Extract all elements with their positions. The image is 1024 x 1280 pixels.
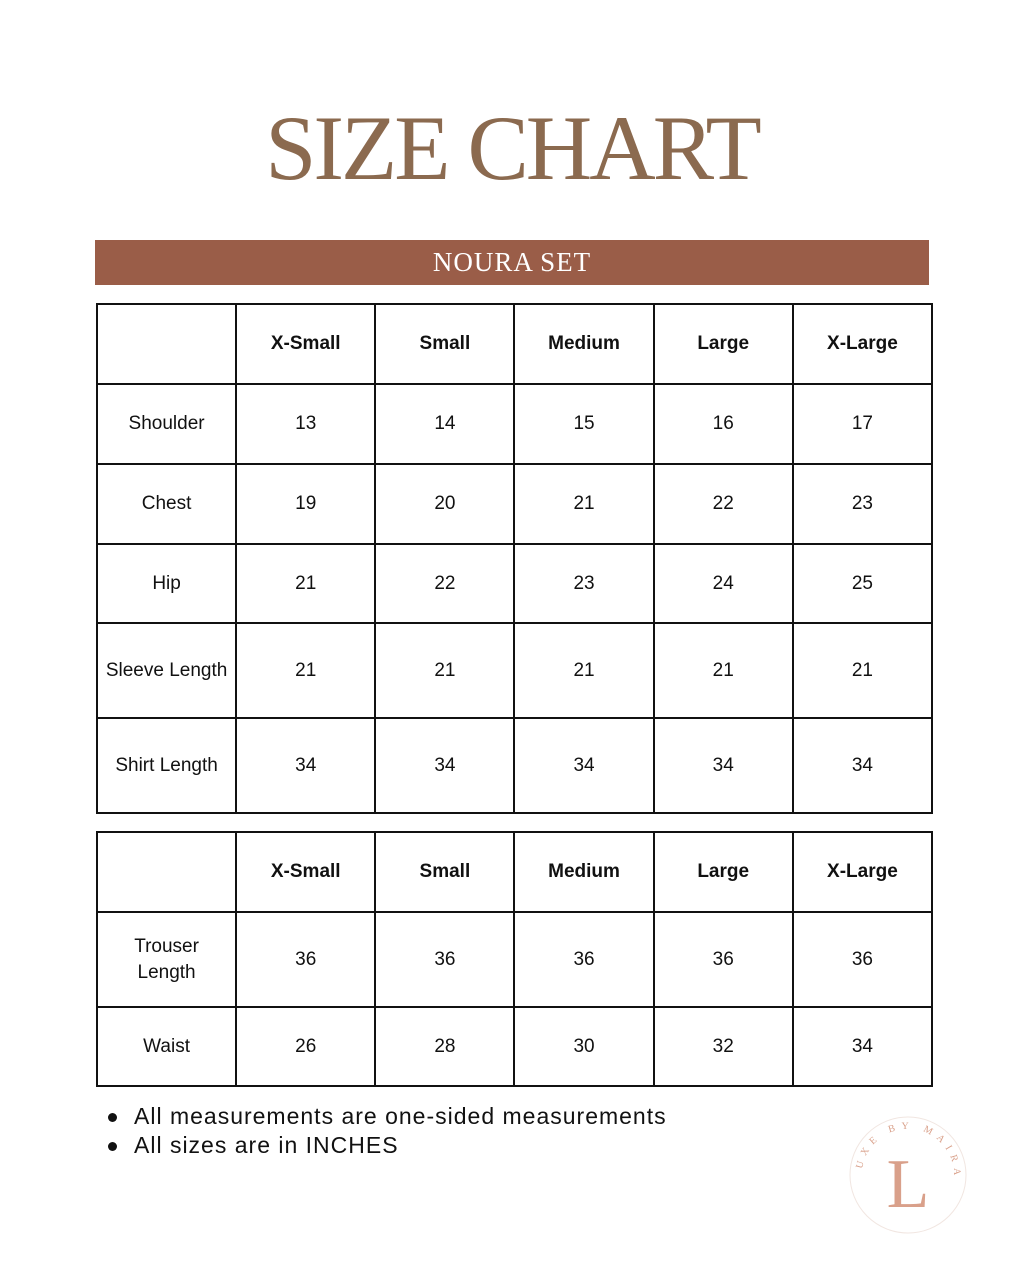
brand-logo xyxy=(848,1115,968,1235)
table-cell: 26 xyxy=(236,1007,375,1086)
table-cell: 21 xyxy=(236,623,375,718)
table-cell: 23 xyxy=(793,464,932,544)
row-label: Waist xyxy=(97,1007,236,1086)
table-cell: 21 xyxy=(514,464,653,544)
table-cell: 34 xyxy=(514,718,653,813)
header-cell: Small xyxy=(375,304,514,384)
note-item: All sizes are in INCHES xyxy=(106,1131,667,1160)
table-cell: 36 xyxy=(236,912,375,1007)
table-row xyxy=(97,912,932,1007)
bottom-size-table xyxy=(96,831,933,1087)
table-row xyxy=(97,384,932,464)
header-cell: Small xyxy=(375,832,514,912)
header-cell: X-Small xyxy=(236,832,375,912)
header-cell: Medium xyxy=(514,832,653,912)
table-cell: 15 xyxy=(514,384,653,464)
brand-logo-icon xyxy=(848,1115,968,1235)
table-cell: 22 xyxy=(654,464,793,544)
row-label: Chest xyxy=(97,464,236,544)
table-header-row xyxy=(97,304,932,384)
table-cell: 14 xyxy=(375,384,514,464)
row-label: Shoulder xyxy=(97,384,236,464)
notes-list xyxy=(106,1102,667,1160)
table-row xyxy=(97,464,932,544)
table-row xyxy=(97,718,932,813)
note-item: All measurements are one-sided measurements xyxy=(106,1102,667,1131)
table-row xyxy=(97,1007,932,1086)
header-cell: Large xyxy=(654,304,793,384)
table-cell: 30 xyxy=(514,1007,653,1086)
table-cell: 25 xyxy=(793,544,932,623)
set-name-banner xyxy=(95,240,929,285)
table-cell: 28 xyxy=(375,1007,514,1086)
table-cell: 34 xyxy=(654,718,793,813)
table-cell: 23 xyxy=(514,544,653,623)
header-cell: X-Small xyxy=(236,304,375,384)
table-cell: 36 xyxy=(375,912,514,1007)
table-cell: 16 xyxy=(654,384,793,464)
table-cell: 21 xyxy=(236,544,375,623)
page-title: SIZE CHART xyxy=(265,97,759,199)
table-cell: 19 xyxy=(236,464,375,544)
table-cell: 24 xyxy=(654,544,793,623)
table-cell: 21 xyxy=(514,623,653,718)
header-cell: Medium xyxy=(514,304,653,384)
table-cell: 21 xyxy=(793,623,932,718)
table-cell: 17 xyxy=(793,384,932,464)
row-label: Shirt Length xyxy=(97,718,236,813)
header-cell: Large xyxy=(654,832,793,912)
row-label: Hip xyxy=(97,544,236,623)
top-size-table xyxy=(96,303,933,814)
table-row xyxy=(97,623,932,718)
table-cell: 36 xyxy=(654,912,793,1007)
table-cell: 21 xyxy=(654,623,793,718)
table-cell: 34 xyxy=(236,718,375,813)
table-cell: 34 xyxy=(793,1007,932,1086)
header-cell: X-Large xyxy=(793,832,932,912)
table-cell: 34 xyxy=(375,718,514,813)
table-row xyxy=(97,544,932,623)
row-label: Trouser Length xyxy=(97,912,236,1007)
logo-letter: L xyxy=(886,1146,930,1223)
header-cell: X-Large xyxy=(793,304,932,384)
header-cell xyxy=(97,304,236,384)
table-cell: 20 xyxy=(375,464,514,544)
row-label: Sleeve Length xyxy=(97,623,236,718)
table-header-row xyxy=(97,832,932,912)
table-cell: 13 xyxy=(236,384,375,464)
table-cell: 36 xyxy=(793,912,932,1007)
header-cell xyxy=(97,832,236,912)
set-name: NOURA SET xyxy=(432,247,592,277)
table-cell: 34 xyxy=(793,718,932,813)
table-cell: 22 xyxy=(375,544,514,623)
table-cell: 32 xyxy=(654,1007,793,1086)
table-cell: 21 xyxy=(375,623,514,718)
table-cell: 36 xyxy=(514,912,653,1007)
logo-ring-text: UXE BY MAIRA xyxy=(854,1121,963,1182)
